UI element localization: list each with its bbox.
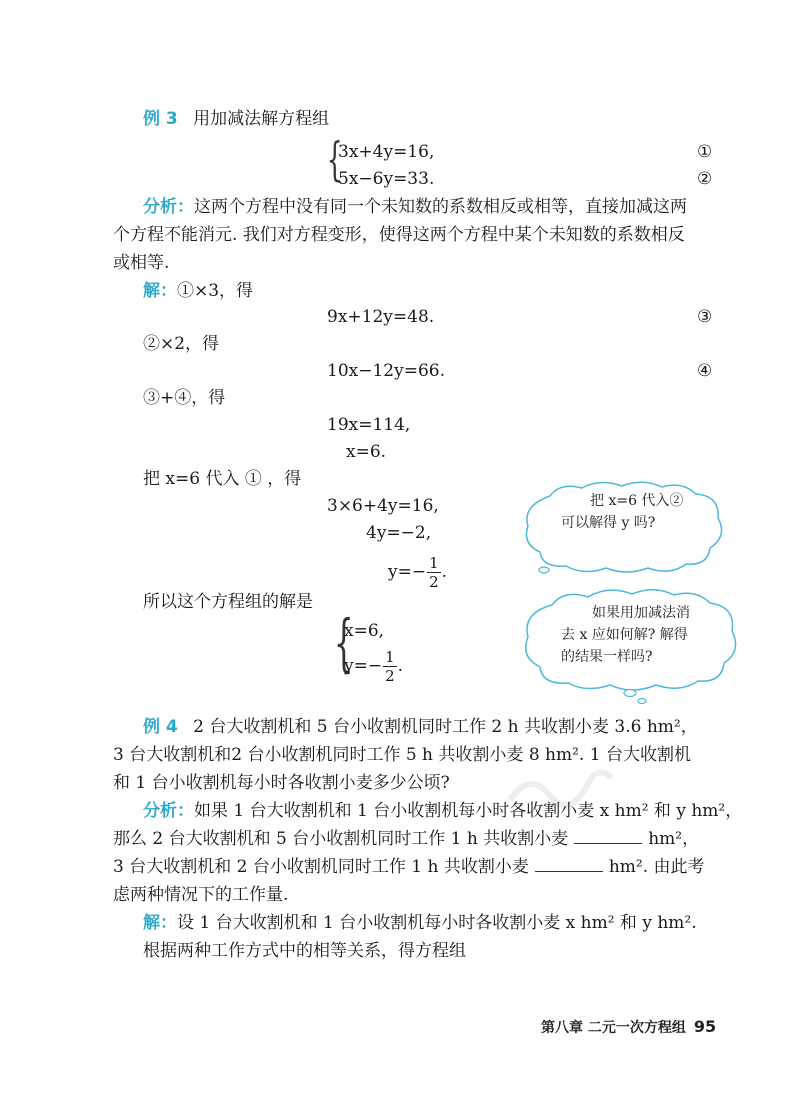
analysis-3-prefix: 3 台大收割机和 2 台小收割机同时工作 1 h 共收割小麦 (113, 857, 529, 877)
analysis-text-1: 这两个方程中没有同一个未知数的系数相反或相等，直接加减这两 (194, 197, 687, 217)
example-3-title: 用加减法解方程组 (193, 109, 330, 129)
analysis-line-2: 个方程不能消元. 我们对方程变形，使得这两个方程中某个未知数的系数相反 (113, 225, 685, 245)
equation-3-number: ③ (697, 307, 713, 327)
equation-4: 10x−12y=66. (327, 361, 445, 381)
example-4-analysis-line-1 (143, 800, 742, 822)
example-4-label: 例 4 (143, 717, 178, 737)
equation-2: 5x−6y=33. (338, 169, 435, 189)
analysis-2-suffix: hm²， (648, 829, 700, 849)
analysis-line-3: 或相等. (113, 253, 170, 273)
equation-1-number: ① (697, 142, 713, 162)
example-4-solution-line-2: 根据两种工作方式中的相等关系，得方程组 (143, 941, 466, 961)
fill-in-blank-2[interactable] (535, 857, 603, 872)
equation-2-number: ② (697, 169, 713, 189)
conclusion-text: 所以这个方程组的解是 (143, 592, 313, 612)
example-4-solution-line-1 (143, 912, 697, 934)
equation-8: 4y=−2, (366, 523, 432, 543)
solution-step-2: ②×2，得 (143, 334, 220, 354)
fraction-numerator: 1 (429, 554, 439, 572)
example-4-analysis-line-2 (113, 828, 699, 850)
equation-9 (388, 552, 447, 592)
page-number: 95 (693, 1017, 717, 1036)
solution-fraction-denominator: 2 (385, 667, 395, 685)
solution-x: x=6, (344, 621, 385, 641)
example-4-analysis-text-1: 如果 1 台大收割机和 1 台小收割机每小时各收割小麦 x hm² 和 y hm²， (194, 801, 743, 821)
left-brace: { (326, 132, 343, 186)
example-3-label: 例 3 (143, 109, 178, 129)
solution-label: 解： (143, 281, 177, 301)
example-4-text-1: 2 台大收割机和 5 台小收割机同时工作 2 h 共收割小麦 3.6 hm²， (193, 717, 698, 737)
analysis-line-1 (143, 196, 687, 218)
fill-in-blank-1[interactable] (574, 829, 642, 844)
chapter-title: 第八章 二元一次方程组 (541, 1020, 686, 1036)
example-4-analysis-line-3 (113, 856, 705, 878)
analysis-3-suffix: hm². 由此考 (608, 857, 705, 877)
example-4-line-1 (143, 716, 698, 738)
bubble-2-line-2: 去 x 应如何解? 解得 (561, 627, 688, 643)
bubble-1-line-1: 把 x=6 代入② (590, 493, 684, 509)
page-footer (541, 1017, 716, 1037)
solution-step-4: 把 x=6 代入 ① ，得 (143, 469, 302, 489)
solution-step-3: ③+④，得 (143, 388, 226, 408)
equation-5: 19x=114, (327, 415, 411, 435)
bubble-1-line-2: 可以解得 y 吗? (561, 515, 656, 531)
fraction-denominator: 2 (429, 573, 439, 591)
equation-9-suffix: . (441, 562, 448, 582)
solution-brace: { (333, 606, 354, 679)
example-4-line-2: 3 台大收割机和2 台小收割机同时工作 5 h 共收割小麦 8 hm². 1 台大收割机 (113, 745, 691, 765)
example-4-analysis-line-4: 虑两种情况下的工作量. (113, 885, 289, 905)
bubble-2-line-3: 的结果一样吗? (561, 649, 653, 665)
example-4-line-3: 和 1 台小收割机每小时各收割小麦多少公顷? (113, 773, 450, 793)
analysis-label: 分析： (143, 197, 194, 217)
solution-fraction (383, 648, 397, 685)
equation-6: x=6. (346, 442, 387, 462)
example-3-heading (143, 108, 329, 130)
bubble-2-line-1: 如果用加减法消 (592, 605, 690, 621)
solution-y-suffix: . (397, 656, 404, 676)
solution-y-prefix: y=− (344, 656, 383, 676)
equation-9-prefix: y=− (388, 562, 427, 582)
solution-y (344, 646, 403, 686)
step-1-text: ①×3，得 (177, 281, 254, 301)
solution-fraction-numerator: 1 (385, 648, 395, 666)
equation-7: 3×6+4y=16, (327, 496, 439, 516)
example-4-solution-label: 解： (143, 913, 177, 933)
equation-4-number: ④ (697, 361, 713, 381)
solution-step-1 (143, 280, 253, 302)
equation-1: 3x+4y=16, (338, 142, 435, 162)
equation-3: 9x+12y=48. (327, 307, 435, 327)
example-4-analysis-label: 分析： (143, 801, 194, 821)
analysis-2-prefix: 那么 2 台大收割机和 5 台小收割机同时工作 1 h 共收割小麦 (113, 829, 569, 849)
fraction-half (427, 554, 441, 591)
example-4-solution-text-1: 设 1 台大收割机和 1 台小收割机每小时各收割小麦 x hm² 和 y hm². (177, 913, 697, 933)
